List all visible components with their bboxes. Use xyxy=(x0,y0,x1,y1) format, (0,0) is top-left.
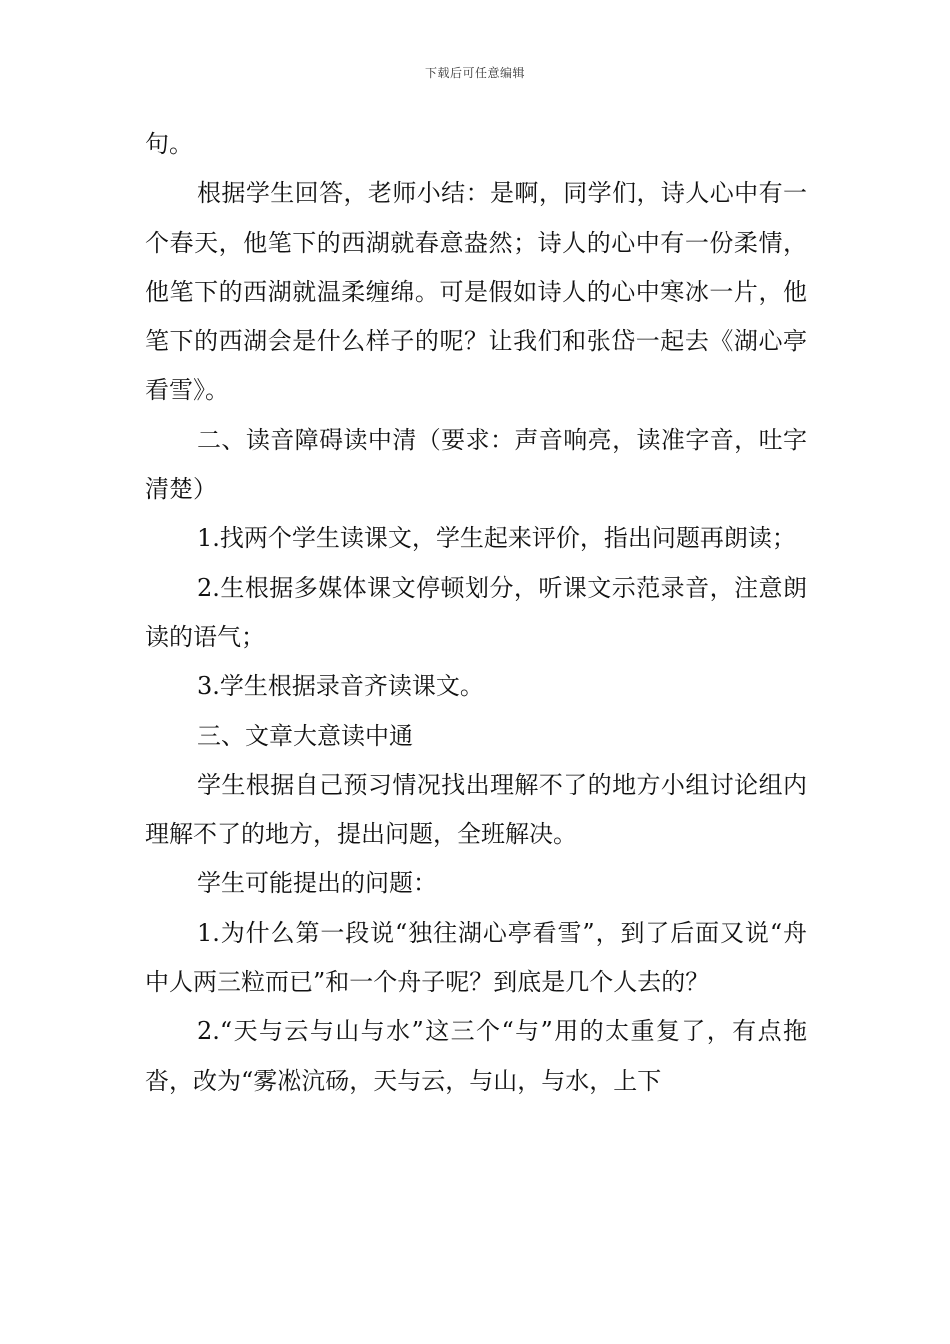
list-item-2: 2.生根据多媒体课文停顿划分，听课文示范录音，注意朗读的语气； xyxy=(145,573,807,651)
paragraph-continuation: 句。 xyxy=(145,130,193,158)
list-item-3: 3.学生根据录音齐读课文。 xyxy=(197,672,484,701)
paragraph-teacher-summary: 根据学生回答，老师小结：是啊，同学们，诗人心中有一个春天，他笔下的西湖就春意盎然；诗人的心中有一份柔情，他笔下的西湖就温柔缠绵。可是假如诗人的心中寒冰一片，他笔下的西湖会是什么样子的呢？让我们和张岱一起去《湖心亭看雪》。 xyxy=(145,179,807,405)
paragraph-group-discussion: 学生根据自己预习情况找出理解不了的地方小组讨论组内理解不了的地方，提出问题，全班解决。 xyxy=(145,770,807,849)
section-heading-reading-pronunciation: 二、读音障碍读中清（要求：声音响亮，读准字音，吐字清楚） xyxy=(145,425,807,504)
question-item-2: 2.“天与云与山与水”这三个“与”用的太重复了，有点拖沓，改为“雾凇沆砀，天与云，与山，与水，上下 xyxy=(145,1017,807,1095)
list-item-1: 1.找两个学生读课文，学生起来评价，指出问题再朗读； xyxy=(197,524,796,553)
question-item-1: 1.为什么第一段说“独往湖心亭看雪”，到了后面又说“舟中人两三粒而已”和一个舟子呢？到底是几个人去的？ xyxy=(145,918,807,997)
page-header-note: 下载后可任意编辑 xyxy=(424,66,525,80)
section-heading-article-meaning: 三、文章大意读中通 xyxy=(197,721,413,750)
document-body xyxy=(145,120,807,1106)
paragraph-possible-questions: 学生可能提出的问题： xyxy=(197,869,437,898)
